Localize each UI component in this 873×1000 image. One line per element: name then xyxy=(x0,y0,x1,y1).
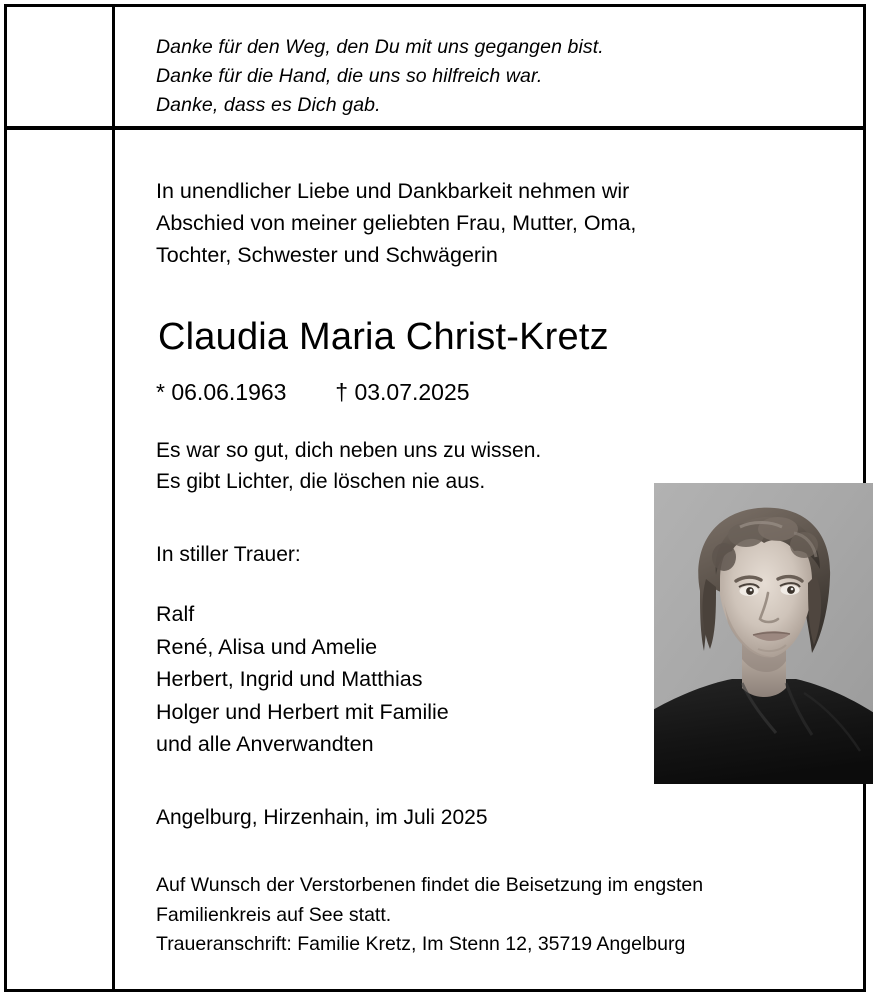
opening-verse-band xyxy=(115,7,863,126)
opening-verse-line: Danke, dass es Dich gab. xyxy=(156,94,381,116)
mourner-line: Holger und Herbert mit Familie xyxy=(156,699,449,724)
mourner-line: und alle Anverwandten xyxy=(156,732,374,756)
birth-date: 06.06.1963 xyxy=(171,379,287,405)
mourning-label: In stiller Trauer: xyxy=(156,543,301,566)
footnote-line: Traueranschrift: Familie Kretz, Im Stenn 12, 35719 Angelburg xyxy=(156,933,686,955)
intro-line: Abschied von meiner geliebten Frau, Mutter, Oma, xyxy=(156,211,637,235)
death-symbol: † xyxy=(335,379,349,405)
middle-verse-line: Es war so gut, dich neben uns zu wissen. xyxy=(156,439,542,462)
opening-verse xyxy=(156,33,604,120)
middle-verse-line: Es gibt Lichter, die löschen nie aus. xyxy=(156,470,486,493)
life-dates xyxy=(156,377,470,407)
footnote-line: Familienkreis auf See statt. xyxy=(156,903,392,926)
middle-verse xyxy=(156,435,541,497)
footnote-line: Auf Wunsch der Verstorbenen findet die Beisetzung im engsten xyxy=(156,874,704,896)
opening-verse-line: Danke für den Weg, den Du mit uns gegangen bist. xyxy=(156,36,604,58)
notice-content xyxy=(156,130,853,989)
portrait-photo xyxy=(654,483,873,784)
notice-body xyxy=(115,130,863,989)
left-gutter-bottom-cell xyxy=(7,130,112,989)
opening-verse-line: Danke für die Hand, die uns so hilfreich war. xyxy=(156,65,543,87)
mourners-list xyxy=(156,598,449,761)
mourner-line: Ralf xyxy=(156,602,195,626)
intro-line: Tochter, Schwester und Schwägerin xyxy=(156,243,498,267)
funeral-footnote xyxy=(156,871,703,960)
mourner-line: René, Alisa und Amelie xyxy=(156,634,378,659)
intro-text xyxy=(156,175,636,271)
left-gutter-top-cell xyxy=(7,7,112,126)
intro-line: In unendlicher Liebe und Dankbarkeit nehmen wir xyxy=(156,179,630,203)
obituary-notice xyxy=(4,4,866,992)
deceased-name: Claudia Maria Christ-Kretz xyxy=(158,316,609,358)
birth-symbol: * xyxy=(156,379,165,405)
death-date: 03.07.2025 xyxy=(354,379,470,405)
place-and-date: Angelburg, Hirzenhain, im Juli 2025 xyxy=(156,806,488,829)
mourner-line: Herbert, Ingrid und Matthias xyxy=(156,667,423,691)
